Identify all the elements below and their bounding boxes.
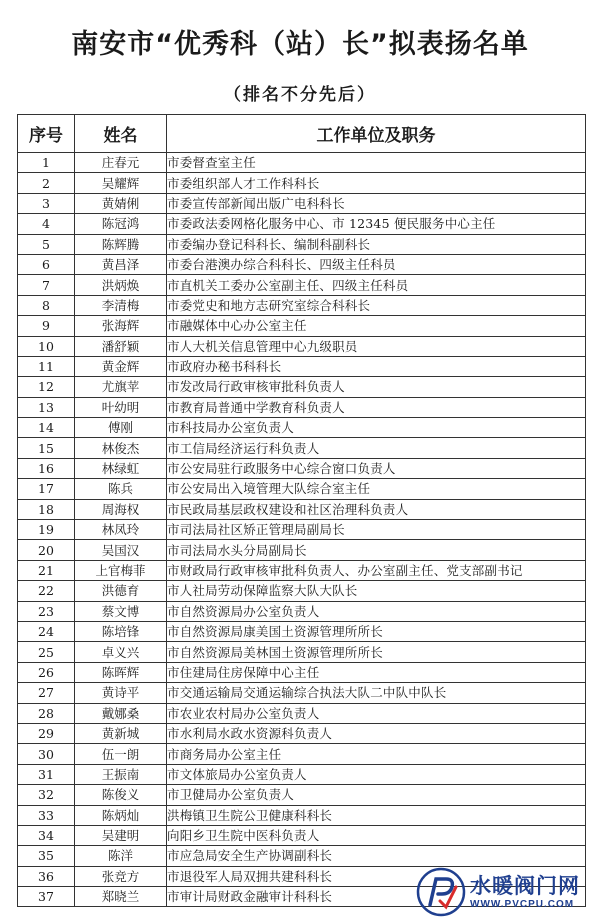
site-watermark: [416, 866, 594, 918]
cell-position: 市委组织部人才工作科科长: [167, 173, 586, 193]
cell-position: 洪梅镇卫生院公卫健康科科长: [167, 805, 586, 825]
table-row: [18, 642, 586, 662]
cell-position: 市商务局办公室主任: [167, 744, 586, 764]
cell-position: 市工信局经济运行科负责人: [167, 438, 586, 458]
cell-name: 陈炳灿: [75, 805, 167, 825]
cell-number: 9: [18, 316, 75, 336]
cell-name: 黄金辉: [75, 356, 167, 376]
cell-number: 8: [18, 295, 75, 315]
cell-name: 陈洋: [75, 846, 167, 866]
cell-name: 尤旗苹: [75, 377, 167, 397]
cell-name: 张海辉: [75, 316, 167, 336]
cell-number: 19: [18, 520, 75, 540]
table-row: [18, 275, 586, 295]
table-row: [18, 193, 586, 213]
cell-position: 市自然资源局康美国土资源管理所所长: [167, 621, 586, 641]
cell-name: 林凤玲: [75, 520, 167, 540]
table-row: [18, 356, 586, 376]
cell-name: 吴建明: [75, 825, 167, 845]
cell-position: 市民政局基层政权建设和社区治理科负责人: [167, 499, 586, 519]
table-row: [18, 683, 586, 703]
cell-name: 吴耀辉: [75, 173, 167, 193]
cell-name: 李清梅: [75, 295, 167, 315]
cell-position: 市财政局行政审核审批科负责人、办公室副主任、党支部副书记: [167, 560, 586, 580]
pv-logo-icon: [416, 867, 466, 917]
cell-number: 1: [18, 153, 75, 173]
table-row: [18, 377, 586, 397]
table-row: [18, 479, 586, 499]
table-row: [18, 825, 586, 845]
table-row: [18, 214, 586, 234]
cell-position: 市自然资源局美林国土资源管理所所长: [167, 642, 586, 662]
cell-position: 市自然资源局办公室负责人: [167, 601, 586, 621]
table-row: [18, 336, 586, 356]
table-row: [18, 846, 586, 866]
cell-number: 27: [18, 683, 75, 703]
cell-number: 23: [18, 601, 75, 621]
cell-number: 14: [18, 418, 75, 438]
cell-name: 上官梅菲: [75, 560, 167, 580]
watermark-url: WWW.PVCPU.COM: [470, 899, 575, 910]
cell-name: 张竞方: [75, 866, 167, 886]
table-row: [18, 295, 586, 315]
cell-number: 21: [18, 560, 75, 580]
cell-name: 陈冠鸿: [75, 214, 167, 234]
cell-number: 17: [18, 479, 75, 499]
table-row: [18, 723, 586, 743]
cell-number: 34: [18, 825, 75, 845]
table-row: [18, 173, 586, 193]
cell-name: 卓义兴: [75, 642, 167, 662]
cell-number: 7: [18, 275, 75, 295]
cell-number: 29: [18, 723, 75, 743]
cell-name: 王振南: [75, 764, 167, 784]
table-row: [18, 703, 586, 723]
watermark-name: 水暖阀门网: [470, 874, 580, 898]
cell-name: 陈俊义: [75, 785, 167, 805]
cell-position: 市公安局驻行政服务中心综合窗口负责人: [167, 458, 586, 478]
cell-name: 黄诗平: [75, 683, 167, 703]
cell-number: 26: [18, 662, 75, 682]
table-row: [18, 520, 586, 540]
page-title: 南安市“优秀科（站）长”拟表扬名单: [71, 29, 529, 60]
cell-position: 市文体旅局办公室负责人: [167, 764, 586, 784]
table-row: [18, 153, 586, 173]
cell-number: 3: [18, 193, 75, 213]
cell-position: 市退役军人局双拥共建科科长: [167, 866, 586, 886]
table-row: [18, 601, 586, 621]
cell-position: 市应急局安全生产协调副科长: [167, 846, 586, 866]
cell-position: 向阳乡卫生院中医科负责人: [167, 825, 586, 845]
cell-number: 12: [18, 377, 75, 397]
cell-number: 30: [18, 744, 75, 764]
table-body: [18, 153, 586, 907]
table-row: [18, 581, 586, 601]
cell-name: 吴国汉: [75, 540, 167, 560]
cell-position: 市委督查室主任: [167, 153, 586, 173]
cell-position: 市司法局社区矫正管理局副局长: [167, 520, 586, 540]
cell-number: 20: [18, 540, 75, 560]
cell-position: 市人大机关信息管理中心九级职员: [167, 336, 586, 356]
cell-number: 11: [18, 356, 75, 376]
cell-position: 市委编办登记科科长、编制科副科长: [167, 234, 586, 254]
column-header-position: 工作单位及职务: [167, 115, 586, 153]
cell-position: 市水利局水政水资源科负责人: [167, 723, 586, 743]
cell-name: 傅刚: [75, 418, 167, 438]
cell-position: 市委宣传部新闻出版广电科科长: [167, 193, 586, 213]
cell-number: 5: [18, 234, 75, 254]
column-header-number: 序号: [18, 115, 75, 153]
cell-position: 市融媒体中心办公室主任: [167, 316, 586, 336]
cell-name: 黄婧俐: [75, 193, 167, 213]
table-row: [18, 254, 586, 274]
cell-number: 15: [18, 438, 75, 458]
cell-number: 2: [18, 173, 75, 193]
cell-number: 16: [18, 458, 75, 478]
cell-name: 林绿虹: [75, 458, 167, 478]
cell-name: 陈兵: [75, 479, 167, 499]
cell-number: 4: [18, 214, 75, 234]
cell-position: 市司法局水头分局副局长: [167, 540, 586, 560]
cell-number: 10: [18, 336, 75, 356]
cell-name: 庄春元: [75, 153, 167, 173]
cell-name: 叶幼明: [75, 397, 167, 417]
cell-number: 31: [18, 764, 75, 784]
cell-position: 市委政法委网格化服务中心、市 12345 便民服务中心主任: [167, 214, 586, 234]
cell-name: 郑晓兰: [75, 887, 167, 907]
cell-number: 35: [18, 846, 75, 866]
cell-position: 市审计局财政金融审计科科长: [167, 887, 586, 907]
cell-number: 33: [18, 805, 75, 825]
cell-number: 24: [18, 621, 75, 641]
table-row: [18, 744, 586, 764]
cell-number: 6: [18, 254, 75, 274]
table-row: [18, 418, 586, 438]
table-header-row: [18, 115, 586, 153]
cell-position: 市交通运输局交通运输综合执法大队二中队中队长: [167, 683, 586, 703]
table-row: [18, 438, 586, 458]
cell-name: 林俊杰: [75, 438, 167, 458]
cell-name: 陈辉腾: [75, 234, 167, 254]
cell-position: 市科技局办公室负责人: [167, 418, 586, 438]
cell-name: 戴娜桑: [75, 703, 167, 723]
cell-number: 37: [18, 887, 75, 907]
cell-name: 洪德育: [75, 581, 167, 601]
cell-name: 陈培锋: [75, 621, 167, 641]
table-row: [18, 764, 586, 784]
table-row: [18, 560, 586, 580]
cell-name: 潘舒颖: [75, 336, 167, 356]
roster-table: [17, 114, 586, 907]
cell-number: 28: [18, 703, 75, 723]
cell-position: 市住建局住房保障中心主任: [167, 662, 586, 682]
cell-position: 市公安局出入境管理大队综合室主任: [167, 479, 586, 499]
cell-number: 32: [18, 785, 75, 805]
table-row: [18, 662, 586, 682]
table-row: [18, 458, 586, 478]
table-row: [18, 499, 586, 519]
cell-name: 洪炳焕: [75, 275, 167, 295]
page-subtitle: （排名不分先后）: [224, 85, 376, 105]
cell-number: 25: [18, 642, 75, 662]
cell-name: 蔡文博: [75, 601, 167, 621]
cell-position: 市发改局行政审核审批科负责人: [167, 377, 586, 397]
cell-name: 周海权: [75, 499, 167, 519]
cell-position: 市人社局劳动保障监察大队大队长: [167, 581, 586, 601]
table-row: [18, 805, 586, 825]
cell-position: 市委台港澳办综合科科长、四级主任科员: [167, 254, 586, 274]
cell-position: 市委党史和地方志研究室综合科科长: [167, 295, 586, 315]
cell-number: 18: [18, 499, 75, 519]
cell-position: 市直机关工委办公室副主任、四级主任科员: [167, 275, 586, 295]
table-row: [18, 785, 586, 805]
cell-position: 市政府办秘书科科长: [167, 356, 586, 376]
cell-name: 伍一朗: [75, 744, 167, 764]
column-header-name: 姓名: [75, 115, 167, 153]
table-row: [18, 316, 586, 336]
table-row: [18, 234, 586, 254]
cell-position: 市卫健局办公室负责人: [167, 785, 586, 805]
table-row: [18, 540, 586, 560]
cell-name: 黄新城: [75, 723, 167, 743]
cell-name: 黄昌泽: [75, 254, 167, 274]
cell-position: 市农业农村局办公室负责人: [167, 703, 586, 723]
cell-number: 13: [18, 397, 75, 417]
cell-name: 陈晖辉: [75, 662, 167, 682]
cell-number: 36: [18, 866, 75, 886]
cell-number: 22: [18, 581, 75, 601]
table-row: [18, 621, 586, 641]
table-row: [18, 397, 586, 417]
cell-position: 市教育局普通中学教育科负责人: [167, 397, 586, 417]
